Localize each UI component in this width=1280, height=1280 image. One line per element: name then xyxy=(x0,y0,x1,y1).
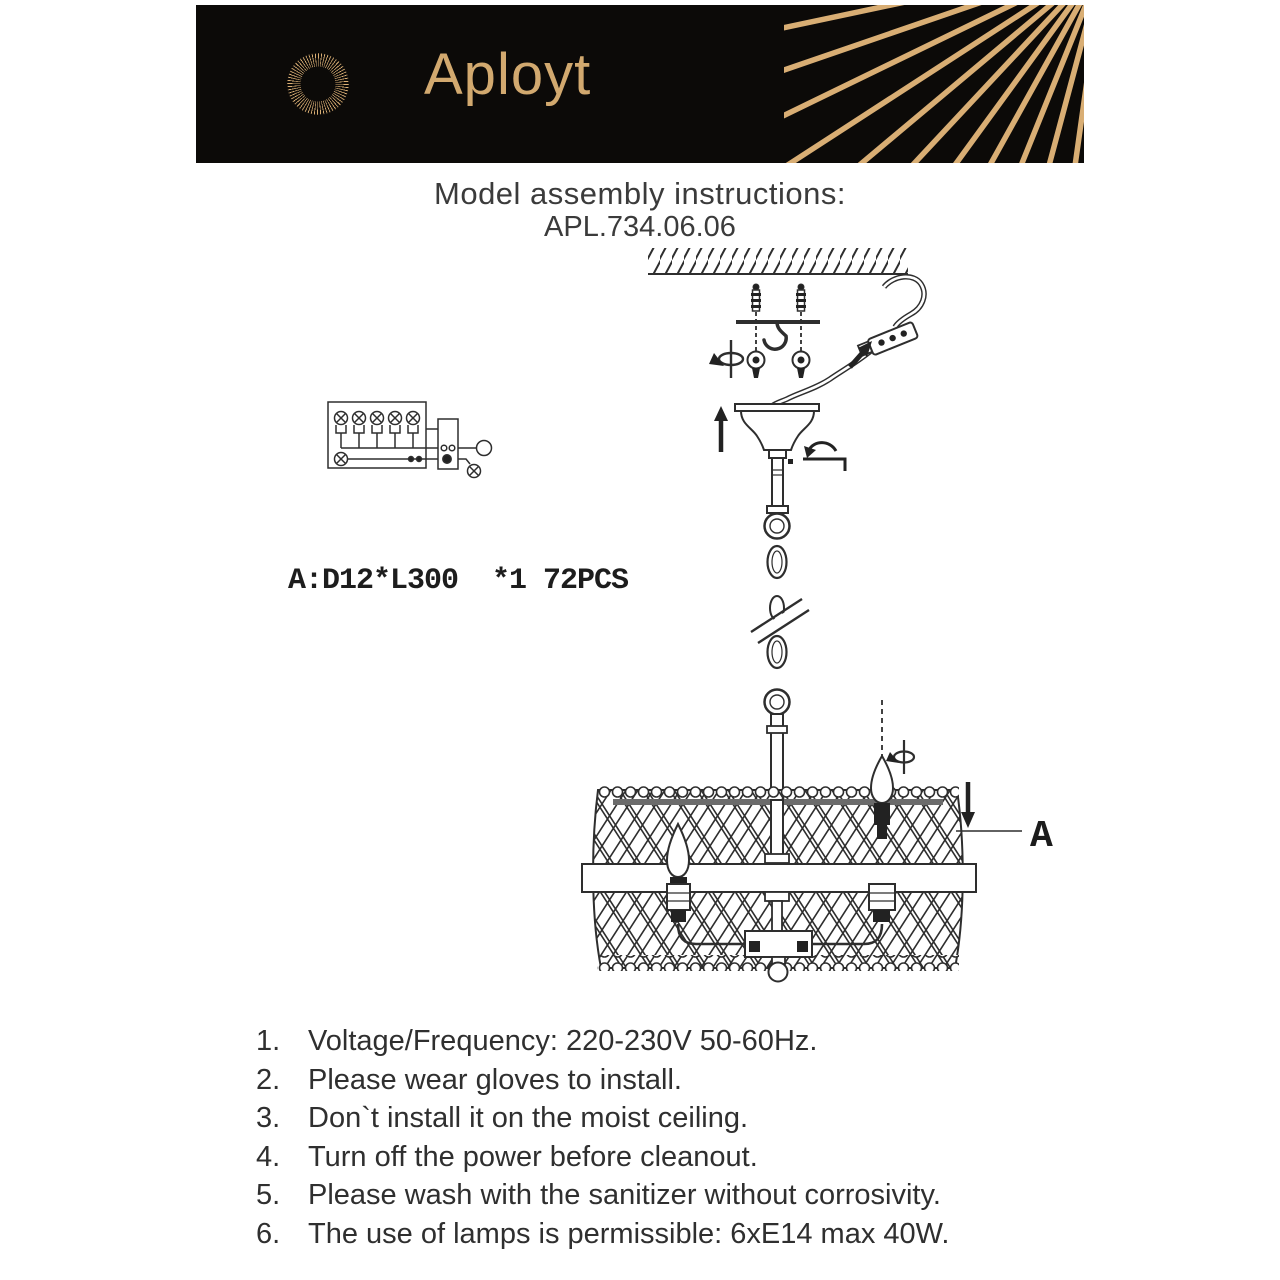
item-number: 3. xyxy=(256,1102,281,1134)
ring-terminal xyxy=(477,441,492,456)
instruction-item xyxy=(250,1061,1110,1100)
item-text: The use of lamps is permissible: 6xE14 max 40W. xyxy=(308,1217,950,1250)
item-text: Voltage/Frequency: 220-230V 50-60Hz. xyxy=(308,1025,818,1057)
item-number: 1. xyxy=(256,1025,281,1057)
bulb-rotate-symbol-icon xyxy=(886,740,914,774)
assembly-diagram xyxy=(0,240,1280,1030)
starburst-logo-icon xyxy=(252,18,384,150)
crystal-beads-top xyxy=(597,782,959,798)
canopy-rotation-arrow-icon xyxy=(803,443,845,471)
part-size-label: A:D12*L300 *1 72PCS xyxy=(288,564,629,598)
center-band xyxy=(582,864,976,892)
terminal-block xyxy=(438,419,458,469)
page-title: Model assembly instructions: xyxy=(434,176,846,211)
item-text: Don`t install it on the moist ceiling. xyxy=(308,1102,749,1134)
brand-banner xyxy=(196,5,1084,163)
down-arrow-icon xyxy=(961,782,975,828)
item-text: Please wash with the sanitizer without corrosivity. xyxy=(308,1179,941,1211)
item-number: 2. xyxy=(256,1063,281,1096)
instruction-item xyxy=(250,1138,1110,1177)
up-arrow-icon xyxy=(714,406,728,452)
brand-name: Aployt xyxy=(424,42,592,107)
item-number: 4. xyxy=(256,1140,281,1173)
lamp-symbols xyxy=(335,412,420,425)
corner-rays-icon xyxy=(784,5,1084,163)
item-text: Please wear gloves to install. xyxy=(308,1063,682,1096)
instruction-item xyxy=(250,1176,1110,1215)
hanging-chain xyxy=(765,506,790,800)
instruction-item xyxy=(250,1099,1110,1138)
ceiling-hatch xyxy=(648,248,908,274)
model-number: APL.734.06.06 xyxy=(544,211,736,243)
mounting-screw-right xyxy=(793,284,810,378)
instruction-list xyxy=(250,1022,1110,1253)
inserted-bulb xyxy=(871,700,893,839)
mounting-screw-left xyxy=(748,284,765,378)
item-text: Turn off the power before cleanout. xyxy=(308,1140,758,1173)
callout-a-label: A xyxy=(1030,815,1053,858)
rotate-symbol-icon xyxy=(709,340,743,378)
wiring-schematic xyxy=(328,402,492,478)
instruction-item xyxy=(250,1215,1110,1254)
item-number: 5. xyxy=(256,1179,281,1211)
instruction-item xyxy=(250,1022,1110,1061)
mounting-bar-hook xyxy=(736,322,820,349)
item-number: 6. xyxy=(256,1217,281,1250)
